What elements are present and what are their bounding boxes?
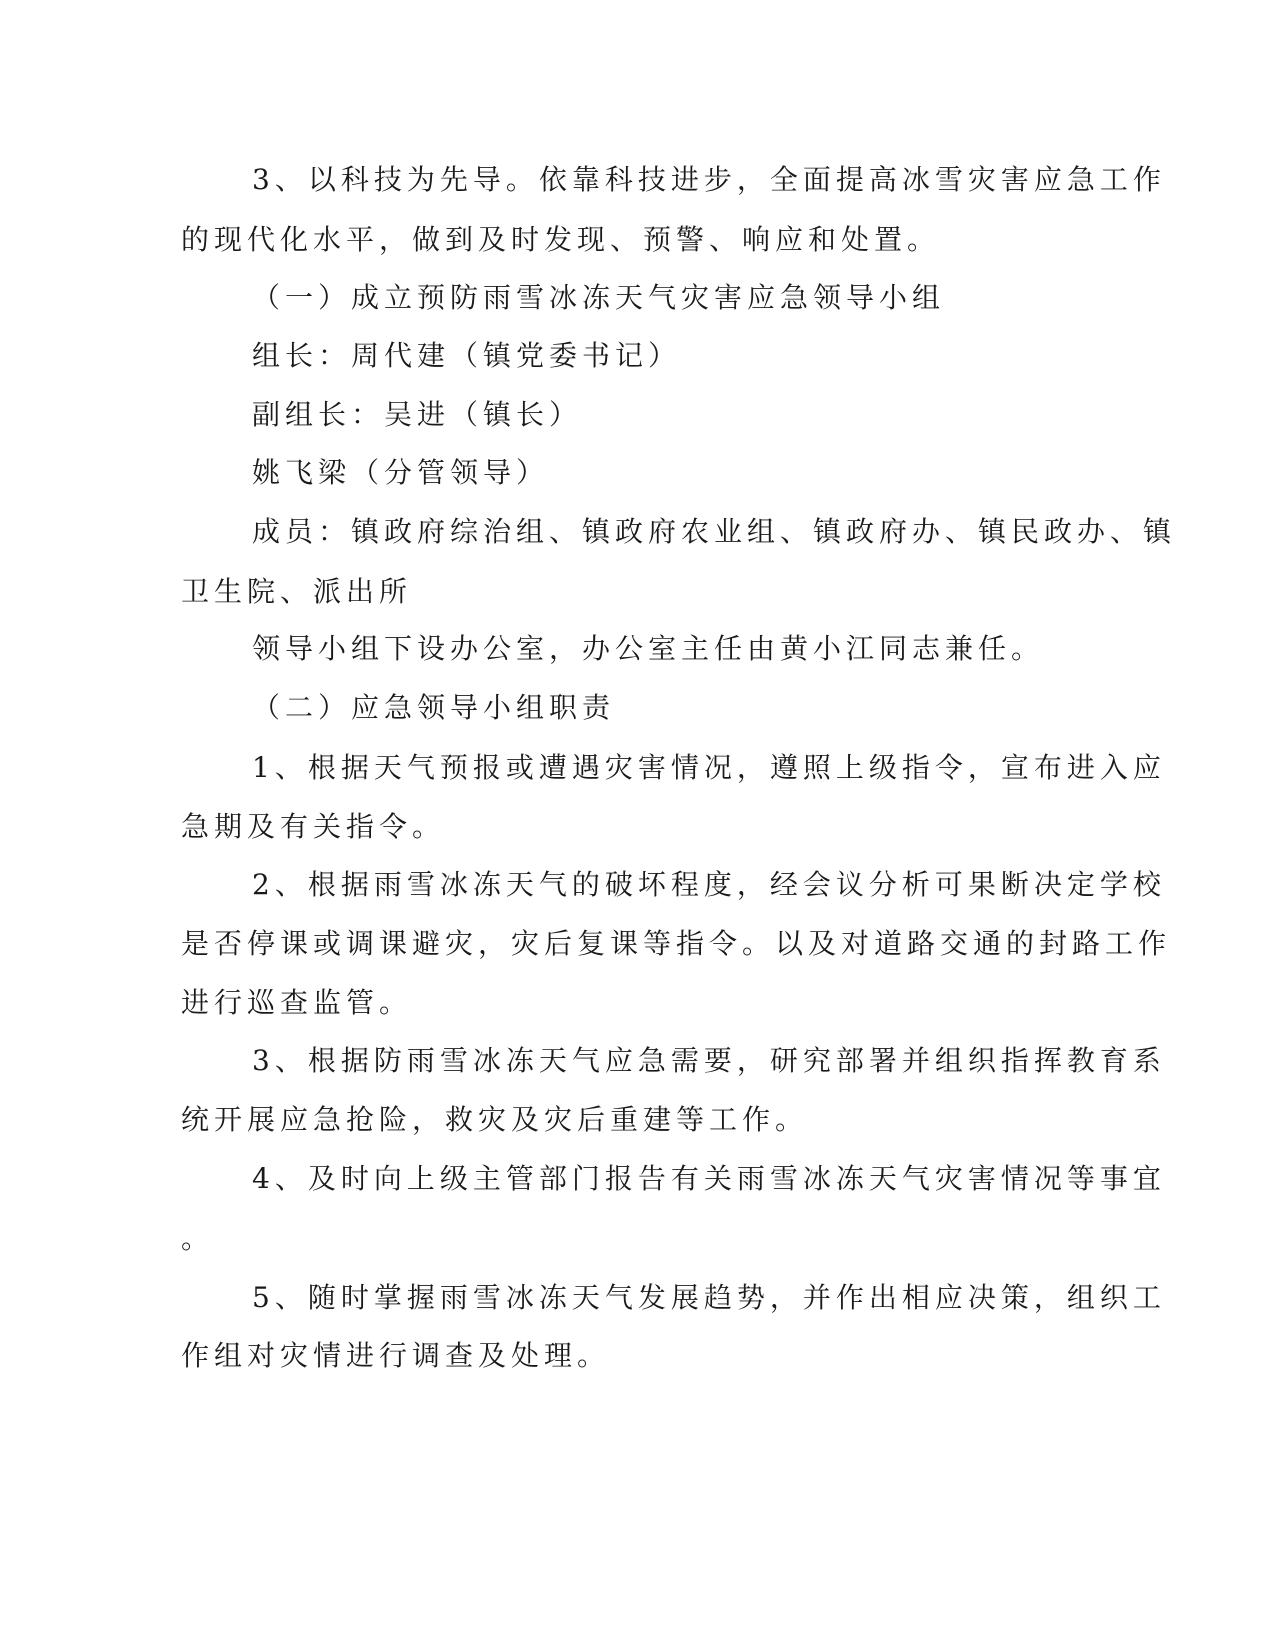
- paragraph-line: 作组对灾情进行调查及处理。: [181, 1339, 611, 1372]
- paragraph-line: 急期及有关指令。: [181, 810, 446, 843]
- paragraph-line: 是否停课或调课避灾，灾后复课等指令。以及对道路交通的封路工作: [181, 927, 1172, 960]
- paragraph-line: 3、根据防雨雪冰冻天气应急需要，研究部署并组织指挥教育系: [252, 1044, 1166, 1077]
- paragraph-line: 统开展应急抢险，救灾及灾后重建等工作。: [181, 1103, 809, 1136]
- paragraph-line: 4、及时向上级主管部门报告有关雨雪冰冻天气灾害情况等事宜: [252, 1162, 1166, 1195]
- section-heading: （二）应急领导小组职责: [252, 691, 616, 724]
- paragraph-line: 组长：周代建（镇党委书记）: [252, 339, 682, 372]
- paragraph-line: 姚飞梁（分管领导）: [252, 456, 550, 489]
- paragraph-line: 副组长：吴进（镇长）: [252, 398, 583, 431]
- paragraph-line: 成员：镇政府综治组、镇政府农业组、镇政府办、镇民政办、镇: [252, 515, 1177, 548]
- paragraph-line: 5、随时掌握雨雪冰冻天气发展趋势，并作出相应决策，组织工: [252, 1281, 1166, 1314]
- paragraph-line: 2、根据雨雪冰冻天气的破坏程度，经会议分析可果断决定学校: [252, 868, 1166, 901]
- paragraph-line: 。: [181, 1222, 215, 1255]
- paragraph-line: 的现代化水平，做到及时发现、预警、响应和处置。: [181, 223, 941, 256]
- paragraph-line: 3、以科技为先导。依靠科技进步，全面提高冰雪灾害应急工作: [252, 163, 1166, 196]
- paragraph-line: 领导小组下设办公室，办公室主任由黄小江同志兼任。: [252, 632, 1045, 665]
- paragraph-line: 进行巡查监管。: [181, 986, 413, 1019]
- section-heading: （一）成立预防雨雪冰冻天气灾害应急领导小组: [252, 281, 946, 314]
- paragraph-line: 卫生院、派出所: [181, 575, 413, 608]
- paragraph-line: 1、根据天气预报或遭遇灾害情况，遵照上级指令，宣布进入应: [252, 751, 1166, 784]
